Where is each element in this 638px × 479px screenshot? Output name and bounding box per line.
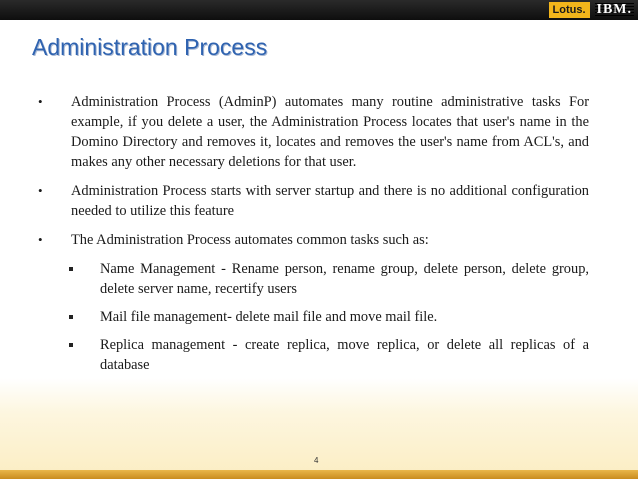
bullet-dot-icon: • <box>38 94 43 109</box>
brand-logos <box>549 1 635 19</box>
bullet-item <box>36 230 589 250</box>
sub-bullet-text: Name Management - Rename person, rename group, delete person, delete group, delete server name, recertify users <box>100 261 589 297</box>
square-bullet-icon <box>69 343 73 347</box>
sub-bullet-text: Replica management - create replica, move replica, or delete all replicas of a database <box>100 337 589 373</box>
bullet-item <box>36 92 589 172</box>
lotus-logo: Lotus. <box>549 2 590 18</box>
square-bullet-icon <box>69 267 73 271</box>
sub-bullet-text: Mail file management- delete mail file and move mail file. <box>100 309 438 325</box>
footer-gradient <box>0 378 638 479</box>
bullet-dot-icon: • <box>38 232 43 247</box>
slide-title: Administration Process <box>32 34 268 60</box>
sub-bullet-item <box>36 335 589 375</box>
top-bar <box>0 0 638 20</box>
footer-band <box>0 470 638 479</box>
sub-bullet-item <box>36 259 589 299</box>
sub-bullet-item <box>36 307 589 327</box>
bullet-text: Administration Process starts with server startup and there is no additional configuration needed to utilize this feature <box>71 183 589 219</box>
bullet-text: The Administration Process automates common tasks such as: <box>71 232 429 248</box>
slide-body <box>36 92 589 383</box>
bullet-item <box>36 181 589 221</box>
page-number: 4 <box>314 456 319 465</box>
square-bullet-icon <box>69 315 73 319</box>
bullet-text: Administration Process (AdminP) automates many routine administrative tasks For example, if you delete a user, the Administration Process locates that user's name in the Domino Directory and removes it, locates and removes the user's name from ACL's, and makes any other necessary deletions for that user. <box>71 94 589 170</box>
ibm-logo: IBM. <box>596 2 632 17</box>
bullet-dot-icon: • <box>38 183 43 198</box>
